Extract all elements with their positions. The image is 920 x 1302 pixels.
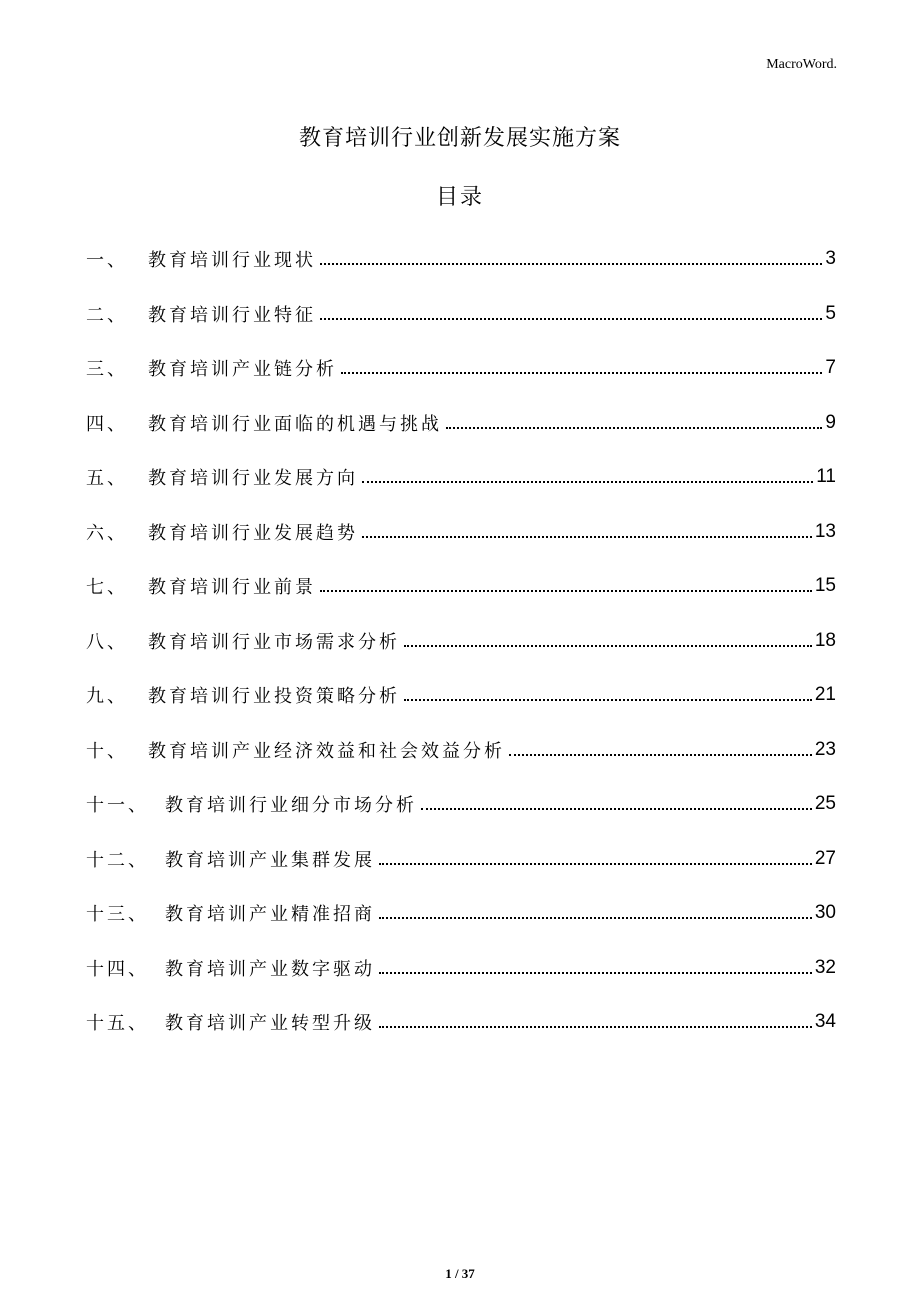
- table-of-contents: [86, 232, 836, 1050]
- toc-dot-leader: [421, 794, 812, 810]
- toc-entry[interactable]: [86, 886, 836, 941]
- toc-entry[interactable]: [86, 614, 836, 669]
- toc-entry-label: 教育培训行业投资策略分析: [148, 686, 400, 708]
- toc-entry-page: 9: [825, 411, 836, 433]
- toc-entry-number: 七、: [86, 577, 128, 599]
- toc-entry[interactable]: [86, 396, 836, 451]
- toc-entry[interactable]: [86, 450, 836, 505]
- toc-entry-number: 一、: [86, 250, 128, 272]
- toc-entry-label: 教育培训行业面临的机遇与挑战: [148, 413, 442, 435]
- toc-entry[interactable]: [86, 287, 836, 342]
- toc-entry-number: 十二、: [86, 849, 149, 871]
- toc-entry-number: 三、: [86, 359, 128, 381]
- toc-dot-leader: [446, 413, 822, 429]
- toc-dot-leader: [320, 304, 822, 320]
- toc-entry-label: 教育培训产业数字驱动: [165, 958, 375, 980]
- toc-dot-leader: [404, 631, 812, 647]
- toc-entry-number: 五、: [86, 468, 128, 490]
- toc-entry-page: 5: [825, 302, 836, 324]
- toc-entry-page: 21: [814, 684, 836, 706]
- toc-entry-number: 六、: [86, 522, 128, 544]
- toc-entry-number: 十、: [86, 740, 128, 762]
- toc-dot-leader: [379, 958, 812, 974]
- toc-entry-number: 十五、: [86, 1013, 149, 1035]
- toc-entry-number: 四、: [86, 413, 128, 435]
- toc-entry[interactable]: [86, 505, 836, 560]
- toc-entry[interactable]: [86, 995, 836, 1050]
- toc-entry[interactable]: [86, 559, 836, 614]
- document-title: 教育培训行业创新发展实施方案: [298, 126, 621, 151]
- toc-entry[interactable]: [86, 723, 836, 778]
- toc-entry-page: 34: [814, 1011, 836, 1033]
- toc-entry-page: 23: [814, 738, 836, 760]
- toc-dot-leader: [362, 522, 812, 538]
- toc-entry-number: 十一、: [86, 795, 149, 817]
- toc-dot-leader: [341, 358, 822, 374]
- toc-entry-page: 3: [825, 248, 836, 270]
- toc-entry-label: 教育培训行业发展方向: [148, 468, 358, 490]
- toc-entry-number: 十四、: [86, 958, 149, 980]
- toc-entry-label: 教育培训行业细分市场分析: [165, 795, 417, 817]
- toc-entry-label: 教育培训产业链分析: [148, 359, 337, 381]
- toc-entry-label: 教育培训产业集群发展: [165, 849, 375, 871]
- toc-entry-number: 八、: [86, 631, 128, 653]
- toc-dot-leader: [320, 576, 812, 592]
- toc-dot-leader: [379, 849, 812, 865]
- toc-entry[interactable]: [86, 668, 836, 723]
- toc-entry-page: 7: [825, 357, 836, 379]
- toc-dot-leader: [379, 903, 812, 919]
- page-number-indicator: 1 / 37: [445, 1266, 475, 1281]
- toc-entry-page: 11: [816, 466, 836, 488]
- toc-dot-leader: [379, 1012, 812, 1028]
- toc-dot-leader: [362, 467, 813, 483]
- toc-entry-label: 教育培训产业转型升级: [165, 1013, 375, 1035]
- toc-entry-number: 十三、: [86, 904, 149, 926]
- toc-entry[interactable]: [86, 232, 836, 287]
- toc-entry-label: 教育培训行业前景: [148, 577, 316, 599]
- toc-entry[interactable]: [86, 777, 836, 832]
- toc-entry-page: 13: [814, 520, 836, 542]
- toc-entry-page: 18: [814, 629, 836, 651]
- toc-entry-label: 教育培训产业精准招商: [165, 904, 375, 926]
- toc-entry-page: 27: [814, 847, 836, 869]
- toc-entry-label: 教育培训产业经济效益和社会效益分析: [148, 740, 505, 762]
- toc-entry[interactable]: [86, 341, 836, 396]
- toc-entry-page: 30: [814, 902, 836, 924]
- toc-entry-label: 教育培训行业发展趋势: [148, 522, 358, 544]
- toc-entry-label: 教育培训行业特征: [148, 304, 316, 326]
- toc-entry-number: 九、: [86, 686, 128, 708]
- toc-dot-leader: [320, 249, 822, 265]
- toc-entry-page: 25: [814, 793, 836, 815]
- toc-entry[interactable]: [86, 941, 836, 996]
- toc-entry-label: 教育培训行业现状: [148, 250, 316, 272]
- toc-entry-label: 教育培训行业市场需求分析: [148, 631, 400, 653]
- toc-heading: 目录: [435, 185, 484, 210]
- toc-dot-leader: [404, 685, 812, 701]
- toc-entry-page: 15: [814, 575, 836, 597]
- toc-entry-number: 二、: [86, 304, 128, 326]
- toc-entry-page: 32: [814, 956, 836, 978]
- toc-dot-leader: [509, 740, 812, 756]
- toc-entry[interactable]: [86, 832, 836, 887]
- header-brand: MacroWord.: [766, 57, 837, 72]
